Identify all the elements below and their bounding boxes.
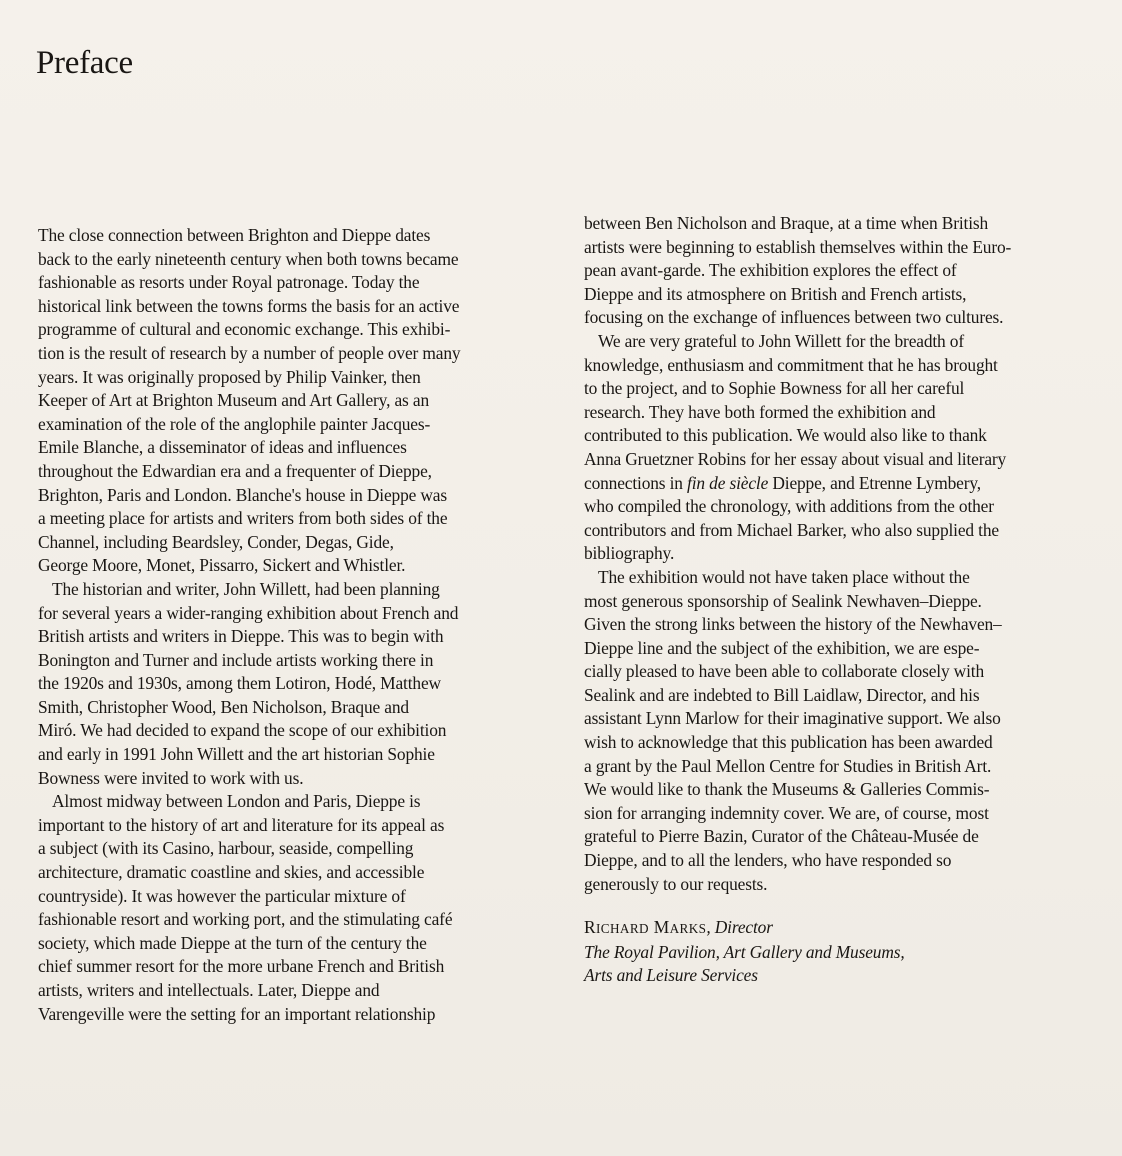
right-column-text-line: to the project, and to Sophie Bowness for all her careful [584,378,965,399]
left-column-text-line: tion is the result of research by a number of people over many [38,342,461,363]
left-column-text-line: society, which made Dieppe at the turn of the century the [38,932,427,953]
right-column-text-line: We would like to thank the Museums & Galleries Commis- [584,779,990,800]
left-column-text-line: Miró. We had decided to expand the scope of our exhibition [38,720,447,741]
right-column-text-line: Dieppe, and to all the lenders, who have responded so [584,850,952,871]
right-column-text-line: most generous sponsorship of Sealink Newhaven–Dieppe. [584,590,982,611]
left-column-text-line: artists, writers and intellectuals. Later, Dieppe and [38,980,380,1000]
left-column-text-line: Almost midway between London and Paris, Dieppe is [52,791,421,812]
right-column-text-line: assistant Lynn Marlow for their imaginative support. We also [584,708,1001,729]
left-column-text-line: The close connection between Brighton and Dieppe dates [38,225,431,245]
signature-organisation-line-2: Arts and Leisure Services [584,965,758,986]
left-column-text-line: countryside). It was however the particular mixture of [38,885,406,906]
left-column-text-line: important to the history of art and literature for its appeal as [38,814,445,835]
right-column-text-line: cially pleased to have been able to collaborate closely with [584,661,985,682]
left-column-text-line: a subject (with its Casino, harbour, seaside, compelling [38,838,414,859]
italic-phrase: fin de siècle [687,472,769,493]
right-column-text-line: We are very grateful to John Willett for the breadth of [598,330,964,351]
left-column-text-line: programme of cultural and economic exchange. This exhibi- [38,319,451,340]
right-column-text-line: focusing on the exchange of influences between two cultures. [584,307,1004,328]
left-column-text-line: Bowness were invited to work with us. [38,767,304,788]
left-column-text-line: Varengeville were the setting for an important relationship [38,1003,436,1024]
signature-organisation-line-1: The Royal Pavilion, Art Gallery and Museums, [584,941,905,962]
left-column-text-line: a meeting place for artists and writers from both sides of the [38,508,448,529]
right-column-text-line: Sealink and are indebted to Bill Laidlaw, Director, and his [584,684,980,705]
left-column-text-line: Emile Blanche, a disseminator of ideas and influences [38,437,407,458]
left-text-column [38,224,538,1026]
left-column-text-line: British artists and writers in Dieppe. This was to begin with [38,626,444,647]
left-column-text-line: Keeper of Art at Brighton Museum and Art Gallery, as an [38,390,429,411]
left-column-text-line: back to the early nineteenth century when both towns became [38,248,459,269]
left-column-text-line: and early in 1991 John Willett and the art historian Sophie [38,744,435,765]
left-column-text-line: The historian and writer, John Willett, had been planning [52,578,440,599]
right-column-text-line: between Ben Nicholson and Braque, at a time when British [584,213,989,233]
right-column-text-line: research. They have both formed the exhibition and [584,401,936,422]
left-column-text-line: architecture, dramatic coastline and skies, and accessible [38,862,425,883]
signature-name: RICHARD MARKS, Director [584,917,773,938]
right-column-text-line: Dieppe line and the subject of the exhibition, we are espe- [584,637,980,658]
left-column-text-line: Channel, including Beardsley, Conder, Degas, Gide, [38,531,394,552]
right-column-text-line: grateful to Pierre Bazin, Curator of the Château-Musée de [584,826,979,847]
left-column-text-line: Brighton, Paris and London. Blanche's house in Dieppe was [38,484,447,505]
right-column-text-line: Dieppe and its atmosphere on British and French artists, [584,283,967,304]
right-text-column [584,212,1084,988]
right-column-text-line: artists were beginning to establish themselves within the Euro- [584,236,1012,257]
right-text-body [584,212,1084,896]
left-column-text-line: the 1920s and 1930s, among them Lotiron, Hodé, Matthew [38,673,441,694]
left-column-text-line: throughout the Edwardian era and a frequenter of Dieppe, [38,460,432,481]
right-column-text-line: sion for arranging indemnity cover. We are, of course, most [584,802,989,823]
right-column-text-line: Anna Gruetzner Robins for her essay about visual and literary [584,448,1007,469]
left-column-text-line: chief summer resort for the more urbane French and British [38,956,445,977]
right-column-text-line: generously to our requests. [584,873,768,894]
left-column-text-line: fashionable resort and working port, and the stimulating café [38,909,453,930]
right-column-text-line: wish to acknowledge that this publication has been awarded [584,732,993,753]
right-column-text-line: who compiled the chronology, with additions from the other [584,496,994,517]
left-column-text-line: Bonington and Turner and include artists working there in [38,649,434,670]
left-column-text-line: Smith, Christopher Wood, Ben Nicholson, Braque and [38,696,409,717]
right-column-text-line: contributors and from Michael Barker, who also supplied the [584,519,999,540]
right-column-text-line: Given the strong links between the history of the Newhaven– [584,614,1002,635]
right-column-text-line: a grant by the Paul Mellon Centre for Studies in British Art. [584,755,992,776]
left-column-text-line: years. It was originally proposed by Philip Vainker, then [38,366,421,387]
left-column-text-line: historical link between the towns forms the basis for an active [38,295,460,316]
signature-block [584,916,1084,988]
right-column-text-line: connections in fin de siècle Dieppe, and Etrenne Lymbery, [584,472,981,493]
right-column-text-line: The exhibition would not have taken place without the [598,566,970,587]
signature-role: , Director [706,917,773,938]
right-column-text-line: pean avant-garde. The exhibition explores the effect of [584,260,957,281]
left-column-text-line: for several years a wider-ranging exhibition about French and [38,602,459,623]
right-column-text-line: contributed to this publication. We would also like to thank [584,425,987,446]
left-column-text-line: fashionable as resorts under Royal patronage. Today the [38,272,420,293]
page-title: Preface [36,45,133,81]
left-column-text-line: George Moore, Monet, Pissarro, Sickert and Whistler. [38,555,406,576]
left-column-text-line: examination of the role of the anglophile painter Jacques- [38,413,431,434]
right-column-text-line: bibliography. [584,543,675,564]
right-column-text-line: knowledge, enthusiasm and commitment that he has brought [584,354,998,375]
